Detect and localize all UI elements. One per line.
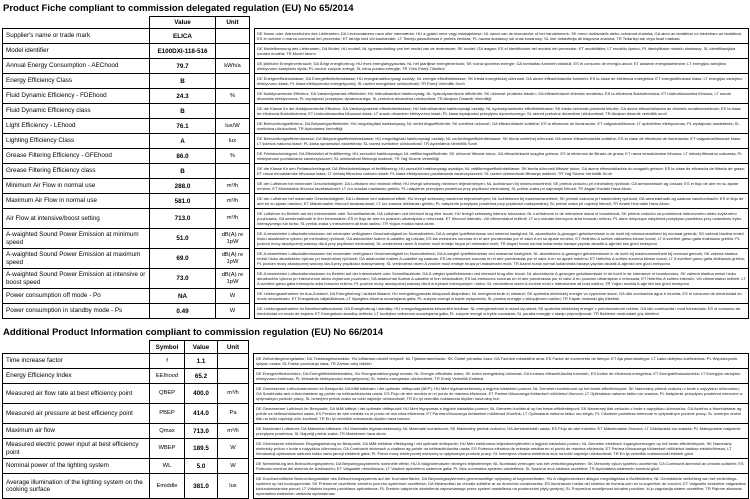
- parameter-name-cell: Annual Energy Consumption - AEChood: [2, 58, 150, 74]
- unit-cell: [215, 73, 250, 89]
- parameter-name-cell: Lighting Efficiency Class: [2, 133, 150, 149]
- parameter-name-cell: Air Flow at intensive/boost setting: [2, 208, 150, 229]
- unit-cell: [215, 163, 250, 179]
- value-cell: 414.0: [184, 403, 218, 424]
- table-row: [2, 208, 749, 229]
- parameter-name-cell: A-waighted Sound Power Emission at intensive or boost speed: [2, 268, 150, 289]
- fiche-table: [2, 16, 749, 319]
- table-row: [2, 43, 749, 59]
- multilingual-description-cell: DE Energieeffizienzindex; DA Energieffektivitetsindeks; HU Energiahatékonysági mutató; NL Energie-efficiëntie-index; SK Index energetickej účinnosti; GA Innéacs éifeachtúlachta fuinnimh; ES Índice de eficiencia energética; ET Energiatõhususindeks; LT Energijos vartojimo efektyvumo indeksas; PL Wskaźnik efektywności energetycznej; SL Indeks energetske učinkovitosti; TR Enerji Verimlilik Endeksi: [253, 368, 749, 384]
- multilingual-description-cell: DE Luftstrom im Betrieb auf der Intensivstufe oder Schnelllaufstufe; DA Luftstrøm ved intensivt brug eller boost; HU levegő sebesség intenzív fokozaton; NL luchtstroom in de intensieve stand of booststand; SK prietok vzduchu za podmienok intenzívneho alebo zvýšeného používania; GA aershreabhadh le linn tréanúsáide; ES el flujo de aire en posición ultrarrápida o reforzada; ET õhuvool intensiiv- või võimendatud režiimil; LT oro srautas intensyviu arba forsuotu režimu; PL dane dotyczące natężenia przepływu powietrza przy ustawieniu trybu intensywnego lub turbo; SL pretok zraka v intenzivnem ali bust načinu; TR Yoğun modda hava akımı: [254, 208, 749, 229]
- table-row: [2, 228, 749, 249]
- unit-cell: lux: [215, 133, 250, 149]
- table-row: [2, 383, 749, 404]
- table-row: [2, 193, 749, 209]
- parameter-name-cell: Maximum air flow: [2, 423, 150, 439]
- unit-cell: W: [217, 438, 249, 459]
- parameter-name-cell: A-waighted Sound Power Emission at maximum speed: [2, 248, 150, 269]
- parameter-name-cell: Measured air pressure at best efficiency point: [2, 403, 150, 424]
- value-cell: 65.2: [184, 368, 218, 384]
- unit-column-header: Unit: [215, 16, 250, 29]
- multilingual-description-cell: DE Energieeffizienzklasse; DA Energieffektivitetsklasse; HU energiahatékonysági osztály; NL energie-efficiëntieklasse; SK trieda energetickej účinnosti; GA aicme éifeachtúlachta fuinnimh; ES la clase de eficiencia energética; ET energiatõhususe klass; LT energijos vartojimo efektyvumo klasė; PL klasa efektywności energetycznej; SL razred energetske učinkovitosti; TR Enerji Verimlilik Sınıfı: [254, 73, 749, 89]
- header-spacer: [2, 340, 150, 354]
- symbol-cell: Emiddle: [149, 473, 185, 499]
- unit-cell: [215, 43, 250, 59]
- unit-cell: dB(A) re 1pW: [215, 228, 250, 249]
- table-row: [2, 163, 749, 179]
- table-row: [2, 178, 749, 194]
- multilingual-description-cell: DE der Luftstrom bei maximaler Geschwindigkeit; DA Luftstrøm ved maksimal effekt; HU levegő sebesség maximum teljesítményen; NL luchtstroom bij maximumsnelheid; SK prietok vzduchu pri maximálnej rýchlosti; GA aersreabhadh ag uasluas vaschumhacht; ES el flujo de aire en su ajuste máximo; ET Maksimaalne õhuvool tavakasutusel; LT oro srautas didžiausiu greičiu; PL natężenie przepływu powietrza przy prędkości maksymalnej; SL pretok zraka pri največji hitrosti; TR Azami Hızındaki Hava Akımı: [254, 193, 749, 209]
- parameter-name-cell: Power consumption off mode - Po: [2, 288, 150, 304]
- parameter-name-cell: Time increase factor: [2, 353, 150, 369]
- parameter-name-cell: Model identifier: [2, 43, 150, 59]
- parameter-name-cell: Fluid Dynamic Efficiency class: [2, 103, 150, 119]
- unit-cell: W: [215, 303, 250, 319]
- value-cell: 713.0: [149, 208, 216, 229]
- symbol-cell: f: [149, 353, 185, 369]
- multilingual-description-cell: DE Beleuchtungseffizienz; DA Belysningseffektivitet; HU megvilágítási hatékonyság; NL verlichtingsefficiëntie; SK svetelná účinnosť; GA éifeachtúlacht soilsithe; ES la eficiencia de iluminación; ET valgustustõhusus; LT apšvietimo efektyvumas; PL wydajność oświetlenia; SL svetlobna učinkovitost; TR Aydınlatma Verimliliği: [254, 118, 749, 134]
- value-cell: A: [149, 133, 216, 149]
- value-cell: 5.0: [184, 458, 218, 474]
- table-row: [2, 133, 749, 149]
- parameter-name-cell: Measured air flow rate at best efficiency point: [2, 383, 150, 404]
- multilingual-description-cell: DE Leistungsaufnahme im Bereitschaftszustand; DA Energiforbrug i standby; HU energiafogyasztás készenléti módban; NL energieverbruik in stand-by-stand; SK spotreba elektrickej energie v pohotovostnom režime; GA ídiú cumhachta i mód fuireachais; ES el consumo de electricidad en modo de espera; ET Energiakulu standby-režiimis; LT budėjimo veiksenos suvartojama galia; PL zużycie energii w trybie czuwania; SL poraba energije v stanju pripravljenosti; TR Bekleme modundaki güç tüketimi: [254, 303, 749, 319]
- value-cell: 381.0: [184, 473, 218, 499]
- value-cell: 189.5: [184, 438, 218, 459]
- parameter-name-cell: Energy Efficiency Class: [2, 73, 150, 89]
- parameter-name-cell: A-waighted Sound Power Emission at minimum speed: [2, 228, 150, 249]
- value-cell: 69.0: [149, 248, 216, 269]
- multilingual-description-cell: DE Nennleistung des Beleuchtungssystems; DA Belysningssystemets nominelle effekt; HU A világítórendszer névleges teljesítménye; NL Nominaal vermogen van het verlichtingssysteem; SK Menovitý výkon systému osvetlenia; GA Cumhacht ainmniúil an chórais soilsithe; ES Potencia nominal del sistema de iluminación; ET Valgustite nimivõimsus; LT Vardinė apšvietimo sistemos galia; PL Moc nominalna systemu oświetlenia; SL Nazivna moč sistema osvetlitve; TR Aydınlatma sisteminin nominal gücü: [253, 458, 749, 474]
- multilingual-description-cell: DE Zeitverlängerungsfaktor; DA Tidsforøgelsesfaktor; HU időtartam-növelő tényező; NL Tijdstoenamefactor; SK Činiteľ prírastku času; GA Fachtóir méadaithe ama; ES Factor de incremento de tiempo; ET Aja pikendustegur; LT Laiko didėjimo koeficientas; PL Współczynnik upływu czasu; SL Faktor povečanja časa; TR Zaman artış faktörü: [253, 353, 749, 369]
- unit-cell: W: [217, 458, 249, 474]
- parameter-name-cell: Grease Filtering Efficiency - GFEhood: [2, 148, 150, 164]
- parameter-name-cell: Maximum Air Flow in normal use: [2, 193, 150, 209]
- unit-cell: m³/h: [217, 423, 249, 439]
- symbol-cell: Qmax: [149, 423, 185, 439]
- multilingual-description-cell: DE Modellkennung des Lieferanten; DA Model; HU modell; NL typeaanduiding van het model van de leverancier; SK model; GA leagan; ES el identificador del modelo del proveedor; ET mudelitähis; LT modelio žymuo; PL identyfikator modelu dostawcy; SL identifikacijska oznaka modela; TR Model tanımı: [254, 43, 749, 59]
- unit-cell: lux: [217, 473, 249, 499]
- table-row: [2, 28, 749, 44]
- table-row: [2, 73, 749, 89]
- table-row: [2, 458, 749, 474]
- parameter-name-cell: Energy Efficiency Index: [2, 368, 150, 384]
- multilingual-description-cell: DE die Klasse für die fluiddynamische Effizienz; DA Væskedynamisk effektivitetsklasse; HU hidrodinamikai hatékonysági osztály; NL hydrodynamische efficiëntieklasse; SK trieda účinnosti prúdenia tekutín; GA aicme éifeachtúlachta do dhinimic sreabhánmhiúcla; ES la clase de eficiencia fluidodinámica; ET hüdrodünaamika tõhususe klass; LT srauto dinaminio efektyvumo klasė; PL klasa wydajności przepływu dynamicznego; SL razred pretočne dinamične učinkovitosti; TR Akışkan dinamik verimlilik sınıfı: [254, 103, 749, 119]
- value-cell: ELICA: [149, 28, 216, 44]
- parameter-name-cell: Nominal power of the lighting system: [2, 458, 150, 474]
- table-row: [2, 353, 749, 369]
- table-row: [2, 288, 749, 304]
- multilingual-description-cell: DE der Luftstrom bei minimaler Geschwindigkeit; DA Luftstrøm ved minimal effekt; HU levegő sebesség minimum teljesítményen; NL luchtstroom bij minimumsnelheid; SK prietok vzduchu pri minimálnej rýchlosti; GA aersreabhadh ag íosluas; ES el flujo de aire en su ajuste mínimo; ET Minimaalne õhuvool tavakasutusel; LT oro srautas mažiausiu greičiu; PL natężenie przepływu powietrza przy prędkości minimalnej; SL pretok zraka pri najmanjši hitrosti; TR Asgari Hızdaki Hava Akımı: [254, 178, 749, 194]
- multilingual-description-cell: DE Gemessener Luftvolumenstrom im Bestpunkt; DA Målt luftstrøm i det optimale driftspunkt (BEP); HU Mért légáramsebesség a legjobb hatásfokú ponton; NL Gemeten luchtstroom op het beste-efficiëntiepunt; SK Nameraný prietok vzduchu v bode s najvyššou účinnosťou; GA Sreabhráta aeir a thomhaistear ag pointe na héifeachtúlachta uasta; ES Flujo de aire medido en el punto de máxima eficiencia; ET Parima tõhususega töötamisel mõõdetud õhuvool; LT Optimalaus našumo taško oro srautas; PL Natężenie przepływu powietrza mierzone w optymalnym punkcie pracy; SL Izmerjeni pretok zraka na točki največje učinkovitosti; TR En iyi verimlilik noktasında ölçülen hava akış hızı: [253, 383, 749, 404]
- multilingual-description-cell: DE Name oder Warenzeichen des Lieferanten; DA Leverandørens navn eller varemærke; HU a gyártó neve vagy márkajelzése; NL naam van de leverancier of het handelsmerk; SK meno dodávateľa alebo ochranná známka; GA ainm an tsoláthraí nó trádmharc an tsoláthraí; ES el nombre o marca comercial del proveedor; ET tarnija nimi või kaubamärk; LT Tiekėjo pavadinimas ir prekės ženklas; PL nazwa dostawcy lub znak towarowy; SL ime dobavitelja ali blagovna znamka; TR Tedarikçi adı veya ticari markası: [254, 28, 749, 44]
- parameter-name-cell: Measured electric power input at best efficiency point: [2, 438, 150, 459]
- additional-header-row: [2, 340, 749, 354]
- table-row: [2, 248, 749, 269]
- unit-cell: m³/h: [217, 383, 249, 404]
- multilingual-description-cell: DE Durchschnittliche Beleuchtungsstärke des Beleuchtungssystems auf der Kochoberfläche; DA Belysningssystemets gennemsnitlige oplysning af kogeoverfladen; HU A világítórendszer átlagos megvilágítása a főzőfelületen; NL Gemiddelde verlichting van het verlichtings-systeem op het kookoppervlak; SK Priemerné osvetlenie varného povrchu systémom osvetlenia; GA Meánsoilsiú an chórais soilsithe ar an dromchla cócaireachta; ES Iluminación media del sistema de ilumina-ción en la superficie de cocción; ET Valgustite keskmine valgustatus toiduvalmistamise pinnal; LT Vidutinis kepimo paviršiaus apšvietimas; PL Średnie natężenie oświetlenia zapewnianego przez system oświetlenia na powierzchni płyty grzejnej; SL Povprečna osvetljenost kuhalne površine, ki jo zagotavlja sistem osvetlitve; TR Pişirme alanında aydınlatma sisteminin ortalama aydınlatması: [253, 473, 749, 499]
- unit-cell: dB(A) re 1pW: [215, 268, 250, 289]
- value-column-header: Value: [184, 340, 218, 354]
- value-cell: 79.7: [149, 58, 216, 74]
- parameter-name-cell: Power consumption in standby mode - Ps: [2, 303, 150, 319]
- multilingual-description-cell: DE Beleuchtungseffizienzklasse; DA Belysningseffektivitetsklasse; HU megvilágítási hatékonysági osztály; NL verlichtingsefficiëntieklasse; SK trieda svetelnej účinnosti; GA aicme éifeachtúlachta soilsithe; ES la clase de eficiencia de iluminación; ET valgustustõhususe klass; LT šviesos našumo klasė; PL klasa sprawności oświetlenia; SL razred svetlobne učinkovitosti; TR Aydınlatma Verimlilik Sınıfı: [254, 133, 749, 149]
- value-cell: 581.0: [149, 193, 216, 209]
- multilingual-description-cell: DE A-bewerteten Luftschallemissionen im Betrieb auf der Intensivstufe oder Schnelllaufstufe; DA A-vægtet lydeffektniveau ved intensivt brug eller boost; NL akoestische A-gewogen geluidsemissie in de lucht in de intensieve of boostmodus; SK vážená hladina emisií hluku akustického výkonu pri intenzívnom alebo zvýšenom používaní; GA astaíochtaí fuaime A-ualaithe le linn tréanúsáide; ES las emisiones sonoras en el aire ponderadas por el valor A en posición ultrarrápida o reforzada; ET Helirõhu A suhtes intensiiv- või võimendatud režiimil; LT A svertinė garso galia intensyviu arba forsuotu režimu; PL poziom mocy akustycznej ważony dla A w trybach intensywnym i turbo; SL vrednotena raven A zvočne moči v intenzivnem ali bust načinu; TR Yoğun modda A-ağırlıklı ses gücü emisyonu: [254, 268, 749, 289]
- value-cell: 73.0: [149, 268, 216, 289]
- fiche-title: Product Fiche compliant to commission delegated regulation (EU) No 65/2014: [3, 3, 354, 14]
- table-row: [2, 148, 749, 164]
- parameter-name-cell: Average illumination of the lighting system on the cooking surface: [2, 473, 150, 499]
- parameter-name-cell: Grease Filtering Efficiency class: [2, 163, 150, 179]
- table-row: [2, 423, 749, 439]
- unit-cell: [217, 368, 249, 384]
- multilingual-description-cell: DE Maximaler Luftstrom; DA Maksimal luftstrøm; HU Maximális légáramsebesség; NL Maximale luchtstroom; SK Maximálny prietok vzduchu; GA Aersreabhadh uasta; ES Flujo de aire máximo; ET Maksimaalne õhuvool; LT Didžiausias oro srautas; PL Maksymalne natężenie przepływu powietrza; SL Največji pretok zraka; TR Maksimum hava akımı: [253, 423, 749, 439]
- value-cell: 51.0: [149, 228, 216, 249]
- table-row: [2, 473, 749, 499]
- parameter-name-cell: Minimum Air Flow in normal use: [2, 178, 150, 194]
- additional-info-title: Additional Product Information compliant to commission regulation (EU) No 66/2014: [3, 327, 384, 338]
- multilingual-description-cell: DE Gemessene elektrische Eingangsleistung im Bestpunkt; DA Målt elektrisk effektoptag i det optimale driftspunkt; HU Mért elektromos teljesítményfelvétel a legjobb hatásfokú ponton; NL Gemeten elektrisch ingangsvermogen op het beste-efficiëntiepunt; SK Nameraný elektrický príkon v bode s najvyššou účinnosťou; GA Cumhacht leictreach a chaitear ag pointe na héifeachtúlachta uasta; ES Potencia eléctrica de entrada medida en el punto de máxima eficiencia; ET Parima tõhususega töötamisel mõõdetud tarbitav elektrivõimsus; LT Išmatuotoji optimalaus našumo taško varto-jamoji elektrinė galia; PL Pobór mocy elektrycznej mierzony w optymalnym punkcie pracy; SL Izmerjena vhodna električna moč na točki največje učinkovitosti; TR En iyi verimlilik noktasındaki elektrik gücü: [253, 438, 749, 459]
- table-row: [2, 403, 749, 424]
- unit-cell: m³/h: [215, 193, 250, 209]
- unit-cell: kWh/a: [215, 58, 250, 74]
- value-cell: B: [149, 103, 216, 119]
- value-cell: 86.0: [149, 148, 216, 164]
- value-cell: 0.49: [149, 303, 216, 319]
- multilingual-description-cell: DE A-bewerteten Luftschallemissionen bei maximaler verfügbarer Geschwindigkeit im Normalbetrieb; DA A-vægtet lydeffektniveau ved maksimal hastighed; NL akoestische A-gewogen geluidsemissie in de lucht bij maximumsnelheid bij normaal gebruik; SK vážená hladina emisií hluku akustického výkonu pri maximálnej rýchlosti; GA astaíochtaí fuaime A-ualaithe ag uasluas; ES las emisiones sonoras en el aire ponderadas por el valor A en su ajuste máximo; ET Helirõhu A suhtes suurima kiiruse korral; LT A svertinė garso galia didžiausiu greičiu; PL poziom mocy akustycznej ważony dla A przy prędkości maksymalnej; SL vrednotena raven A zvočne moči emisije hrupa pri maksimalni moči; TR Azami hızda normal kullanımda havaya yayılan akustik A-ağırlıklı ses gücü emisyonu: [254, 248, 749, 269]
- unit-cell: dB(A) re 1pW: [215, 248, 250, 269]
- unit-cell: W: [215, 288, 250, 304]
- value-cell: NA: [149, 288, 216, 304]
- unit-cell: [217, 353, 249, 369]
- table-row: [2, 58, 749, 74]
- value-cell: 1.1: [184, 353, 218, 369]
- multilingual-description-cell: DE Leistungsaufnahme im Aus-Zustand; DA Energiforbrug i slukket tilstand; HU energiafogyasztás kikapcsolt állapotban; NL energieverbruik in uitstand; SK spotreba elektrickej energie vo vypnutom stave; GA ídiú cumhachta agus é múchta; ES el consumo de electricidad en modo desactivado; ET Energiakulu väljalülitatuna; LT išjungties būsena suvartojama galia; PL zużycie energii w trybie wyłączenia; SL poraba energije v izklopljenem načinu; TR Kapalı moddaki güç tüketimi: [254, 288, 749, 304]
- additional-info-table: [2, 340, 749, 499]
- parameter-name-cell: Fluid Dynamic Efficiency - FDEhood: [2, 88, 150, 104]
- parameter-name-cell: Supplier's name or trade mark: [2, 28, 150, 44]
- value-cell: 76.1: [149, 118, 216, 134]
- parameter-name-cell: Light Efficiency - LEhood: [2, 118, 150, 134]
- multilingual-description-cell: DE die Klasse für den Fettabscheidegrad; DA Effektivitetsklasse af fedtfiltrering; HU zsírszűrő hatékonysági osztálya; NL vetfilteringsefficiëntieklasse; SK trieda účinnosti filtrácie tukov; GA aicme éifeachtúlachta do scagadh gréisce; ES la clase de eficiencia de filtrado de grasa; ET rasva eemaldamise tõhususe klass; LT riebalų filtravimo našumo klasė; PL klasa efektywności pochłaniania zanieczyszczeń; SL razred učinkovitosti filtriranja maščob; TR Yağ Süzme Verimlilik Sınıfı: [254, 163, 749, 179]
- multilingual-description-cell: DE Gemessener Luftdruck im Bestpunkt; DA Målt lufttryk i det optimale driftspunkt; HU Mért légnyomás a legjobb hatásfokú ponton; NL Gemeten luchtdruk op het beste-efficiëntiepunt; SK Nameraný tlak vzduchu v bode s najvyššou účinnosťou; GA Aerbhrú a thomhaistear ag pointe na héifeachtúlachta uasta; ES Presión de aire medida en el punto de má-xima eficiencia; ET Parima tõhususega töötamisel mõõdetud õhurõhk; LT Optimalaus našumo taško oro slėgis; PL Ciśnienie powietrza mierzone w optymalnym punkcie pracy; SL Izmerjen zračni tlak na točki največje učin-kovitosti; TR En iyi verimlilik noktasında ölçülen hava basıncı: [253, 403, 749, 424]
- unit-cell: [215, 103, 250, 119]
- multilingual-description-cell: DE fluiddynamische Effizienz; DA Væskedynamisk effektivitet; HU hidrodinamikai hatékonyság; NL hydrodynamische efficiëntie; SK účinnosť prúdenia tekutín; GA éifeachtúlacht dhinimic sreabhán; ES la eficiencia fluidodinámica; ET hüdrodünaamika tõhusus; LT srauto dinaminis efektyvumas; PL wydajność przepływu dynamicznego; SL pretočna dinamična učinkovitost; TR Akışkan Dinamik Verimliliği: [254, 88, 749, 104]
- unit-cell: [215, 28, 250, 44]
- symbol-cell: QBEP: [149, 383, 185, 404]
- multilingual-description-cell: DE Fettabscheidegrad; DA Effektivitet af fedtfiltrering; HU zsírszűrő hatékonysága; NL vetfilteringsefficiëntie; SK účinnosť filtrácie tukov; GA éifeachtúlacht scagtha gréisce; ES la eficiencia de filtrado de grasa; ET rasva eemaldamise tõhusus; LT riebalų filtravimo našumas; PL efektywność pochłaniania zanieczyszczeń; SL učinkovitost filtriranja maščob; TR Yağ Süzme Verimliliği: [254, 148, 749, 164]
- multilingual-description-cell: DE A-bewerteten Luftschallemissionen bei minimaler verfügbarer Geschwindigkeit im Normalbetrieb; DA A-vægtet lydeffektniveau ved minimal hastighed; NL akoestische A-gewogen geluidsemissie in de lucht bij minimumsnelheid bij normaal gebruik; SK vážená hladina emisií hluku akustického výkonu pri minimálnej rýchlosti; GA astaíochtaí fuaime A-ualaithe ag íosluas; ES las emisiones sonoras en el aire ponderadas por el valor A en su ajuste mínimo; ET Helirõhu A suhtes väikseima kiiruse korral; LT A svertinė garso galia mažiausiu greičiu; PL poziom mocy akustycznej ważony dla A przy prędkości minimalnej; SL vrednotena raven A zvočne moči emisije hrupa pri minimalni moči; TR Asgari hızda normal kullanımda havaya yayılan akustik A-ağırlıklı ses gücü emisyonu: [254, 228, 749, 249]
- value-cell: 713.0: [184, 423, 218, 439]
- value-cell: B: [149, 73, 216, 89]
- table-row: [2, 118, 749, 134]
- symbol-cell: EEIhood: [149, 368, 185, 384]
- table-row: [2, 368, 749, 384]
- value-cell: 400.0: [184, 383, 218, 404]
- unit-cell: %: [215, 88, 250, 104]
- symbol-cell: PBEP: [149, 403, 185, 424]
- value-cell: 288.0: [149, 178, 216, 194]
- table-row: [2, 303, 749, 319]
- symbol-cell: WL: [149, 458, 185, 474]
- value-cell: 24.3: [149, 88, 216, 104]
- table-row: [2, 268, 749, 289]
- value-cell: B: [149, 163, 216, 179]
- unit-cell: m³/h: [215, 178, 250, 194]
- value-column-header: Value: [149, 16, 216, 29]
- unit-cell: lux/W: [215, 118, 250, 134]
- symbol-cell: WBEP: [149, 438, 185, 459]
- value-cell: E100DXI-118-516: [149, 43, 216, 59]
- unit-cell: m³/h: [215, 208, 250, 229]
- table-row: [2, 103, 749, 119]
- unit-cell: %: [215, 148, 250, 164]
- unit-cell: Pa: [217, 403, 249, 424]
- table-row: [2, 438, 749, 459]
- table-row: [2, 88, 749, 104]
- symbol-column-header: Symbol: [149, 340, 185, 354]
- multilingual-description-cell: DE jährliche Energieverbrauch; DA Årligt energiforbrug; HU éves energiafogyasztás; NL het jaarlijkse energieverbruik; SK ročná spotreba energie; GA tomhaltas fuinnimh bliantúil; ES el consumo de energía anual; ET aastane energiatarbimine; LT energijos vartojimo efektyvumo santykinis dydis; PL roczne zużycie energii; SL letna poraba energije; TR Yıllık Enerji Tüketimi: [254, 58, 749, 74]
- unit-column-header: Unit: [217, 340, 249, 354]
